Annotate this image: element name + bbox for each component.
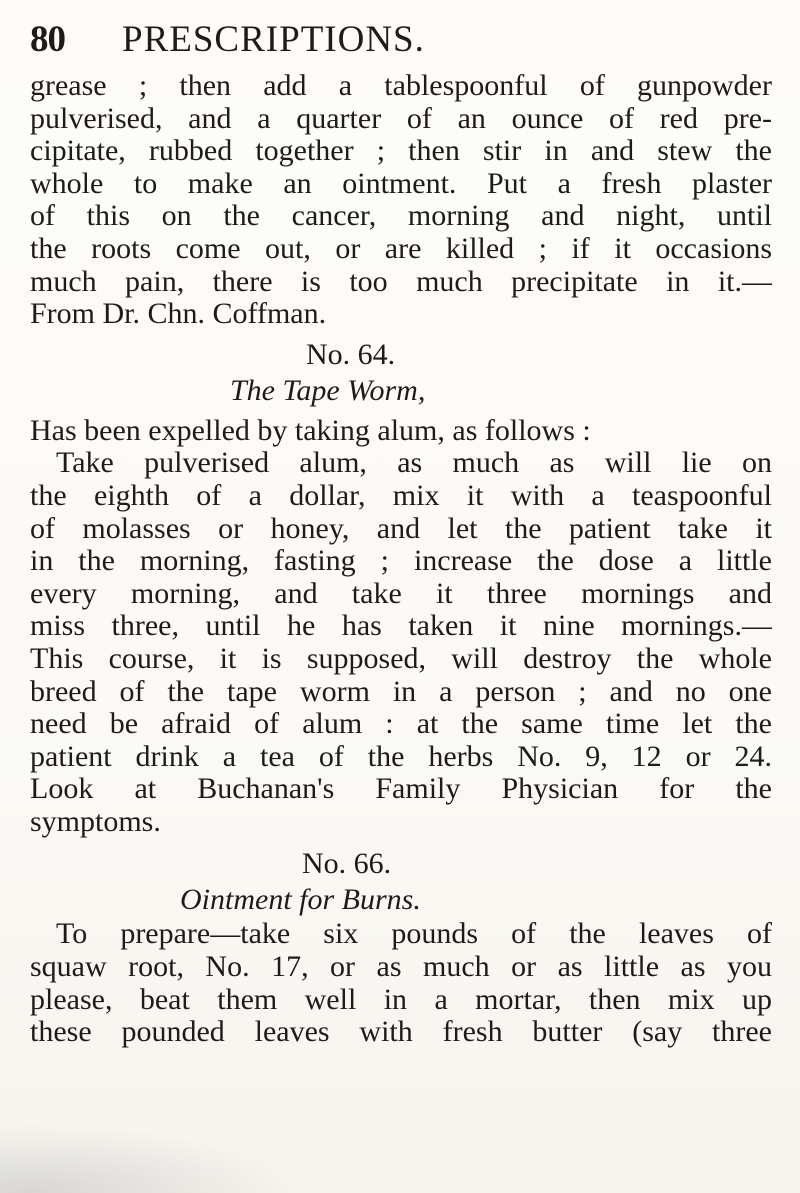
- text-line: breed of the tape worm in a person ; and no one: [30, 675, 772, 708]
- page-header: [30, 18, 770, 68]
- text-line: miss three, until he has taken it nine mornings.—: [30, 610, 772, 643]
- text-line: Look at Buchanan's Family Physician for the: [30, 773, 772, 806]
- text-line: patient drink a tea of the herbs No. 9, 12 or 24.: [30, 740, 772, 773]
- page-body: [30, 70, 772, 1049]
- text-line: pulverised, and a quarter of an ounce of red pre-: [30, 102, 772, 135]
- text-line: symptoms.: [30, 805, 161, 838]
- text-line: need be afraid of alum : at the same time let the: [30, 708, 772, 741]
- text-line: much pain, there is too much precipitate in it.—: [30, 265, 772, 298]
- text-line: of this on the cancer, morning and night, until: [30, 200, 772, 233]
- page-smudge: [0, 1123, 300, 1193]
- text-line: the eighth of a dollar, mix it with a teaspoonful: [30, 479, 772, 512]
- text-line: This course, it is supposed, will destroy the whole: [30, 642, 772, 675]
- text-line: squaw root, No. 17, or as much or as little as you: [30, 951, 772, 984]
- text-line: grease ; then add a tablespoonful of gunpowder: [30, 70, 772, 102]
- paragraph-ointment-continued: [30, 70, 772, 331]
- text-line: in the morning, fasting ; increase the dose a little: [30, 545, 772, 578]
- text-line: these pounded leaves with fresh butter (say three: [30, 1016, 772, 1049]
- text-line: Has been expelled by taking alum, as follows :: [30, 414, 591, 447]
- text-line: please, beat them well in a mortar, then mix up: [30, 983, 772, 1016]
- section-number-66: No. 66.: [302, 847, 392, 881]
- text-line: From Dr. Chn. Coffman.: [30, 298, 327, 331]
- section-title-ointment-burns: Ointment for Burns.: [180, 883, 421, 917]
- running-head: PRESCRIPTIONS.: [122, 19, 425, 60]
- paragraph-tape-worm: [30, 415, 772, 839]
- text-line: cipitate, rubbed together ; then stir in and stew the: [30, 135, 772, 168]
- text-line: the roots come out, or are killed ; if it occasions: [30, 232, 772, 265]
- section-title-tape-worm: The Tape Worm,: [230, 373, 426, 407]
- text-line: whole to make an ointment. Put a fresh plaster: [30, 167, 772, 200]
- text-line: Take pulverised alum, as much as will lie on: [56, 447, 772, 480]
- section-number-64: No. 64.: [306, 337, 396, 371]
- text-line: every morning, and take it three mornings and: [30, 577, 772, 610]
- page-number: 80: [30, 19, 65, 60]
- paragraph-ointment-burns: [30, 918, 772, 1048]
- text-line: of molasses or honey, and let the patient take it: [30, 512, 772, 545]
- text-line: To prepare—take six pounds of the leaves of: [56, 918, 772, 951]
